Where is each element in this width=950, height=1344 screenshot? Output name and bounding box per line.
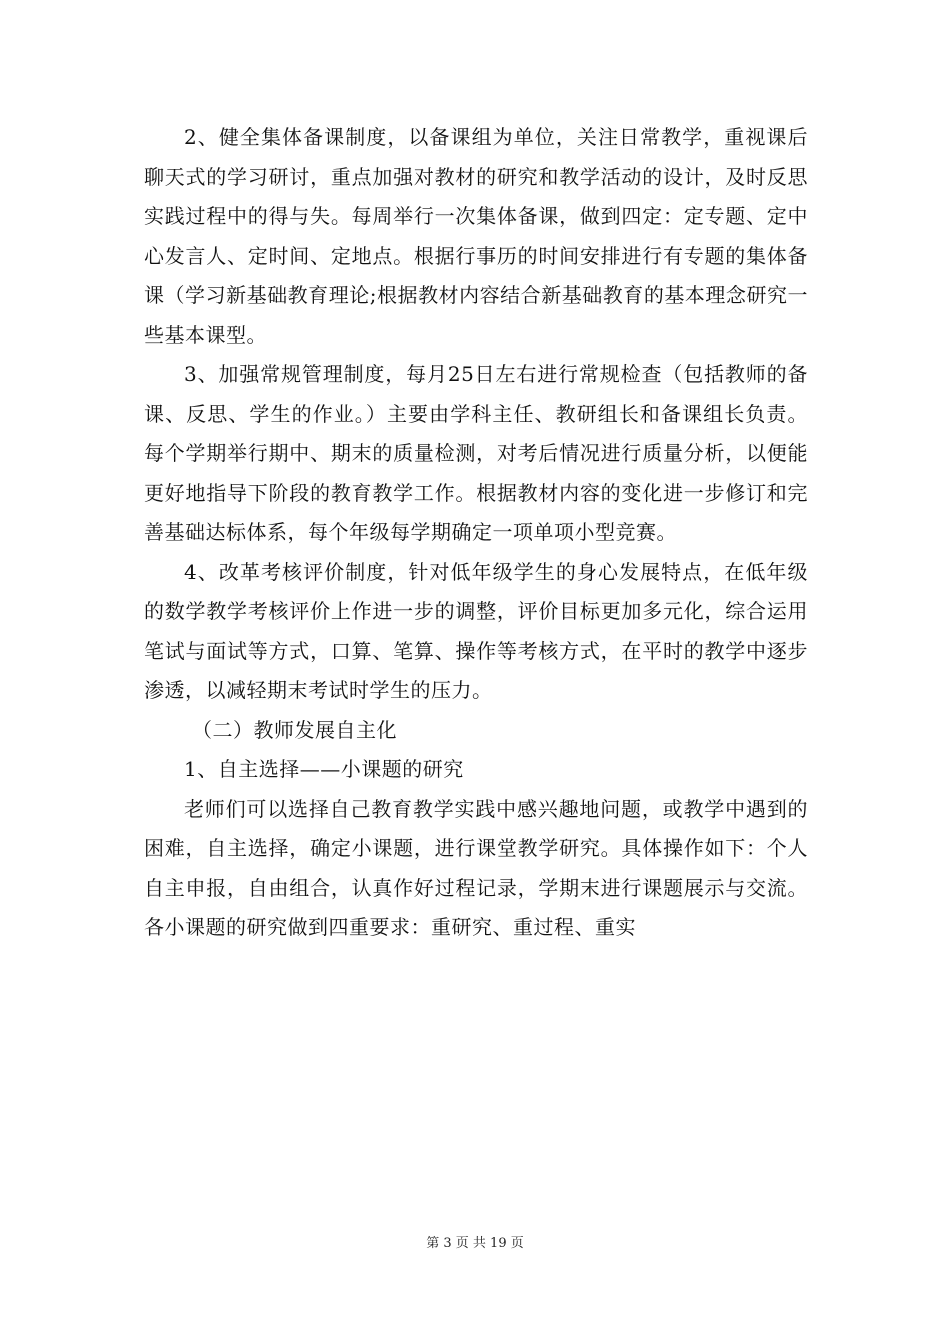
paragraph-routine-management: 3、加强常规管理制度，每月25日左右进行常规检查（包括教师的备课、反思、学生的作业。）主要由学科主任、教研组长和备课组长负责。每个学期举行期中、期末的质量检测，对考后情况进行质量分析，以便能更好地指导下阶段的教育教学工作。根据教材内容的变化进一步修订和完善基础达标体系，每个年级每学期确定一项单项小型竞赛。 [144, 362, 808, 544]
subheading-small-topic-research: 1、自主选择——小课题的研究 [184, 757, 464, 781]
paragraph-small-topic-details: 老师们可以选择自己教育教学实践中感兴趣地问题，或教学中遇到的困难，自主选择，确定小课题，进行课堂教学研究。具体操作如下：个人自主申报，自由组合，认真作好过程记录，学期末进行课题展示与交流。各小课题的研究做到四重要求：重研究、重过程、重实 [144, 796, 808, 939]
document-body [144, 118, 808, 948]
paragraph-assessment-reform: 4、改革考核评价制度，针对低年级学生的身心发展特点，在低年级的数学教学考核评价上作进一步的调整，评价目标更加多元化，综合运用笔试与面试等方式，口算、笔算、操作等考核方式，在平时的教学中逐步渗透，以减轻期末考试时学生的压力。 [144, 559, 808, 702]
section-heading-teacher-development: （二）教师发展自主化 [192, 717, 397, 742]
paragraph-collective-lesson-prep: 2、健全集体备课制度，以备课组为单位，关注日常教学，重视课后聊天式的学习研讨，重点加强对教材的研究和教学活动的设计，及时反思实践过程中的得与失。每周举行一次集体备课，做到四定：定专题、定中心发言人、定时间、定地点。根据行事历的时间安排进行有专题的集体备课（学习新基础教育理论;根据教材内容结合新基础教育的基本理念研究一些基本课型。 [144, 125, 808, 347]
page-number-footer: 第 3 页 共 19 页 [426, 1236, 524, 1251]
